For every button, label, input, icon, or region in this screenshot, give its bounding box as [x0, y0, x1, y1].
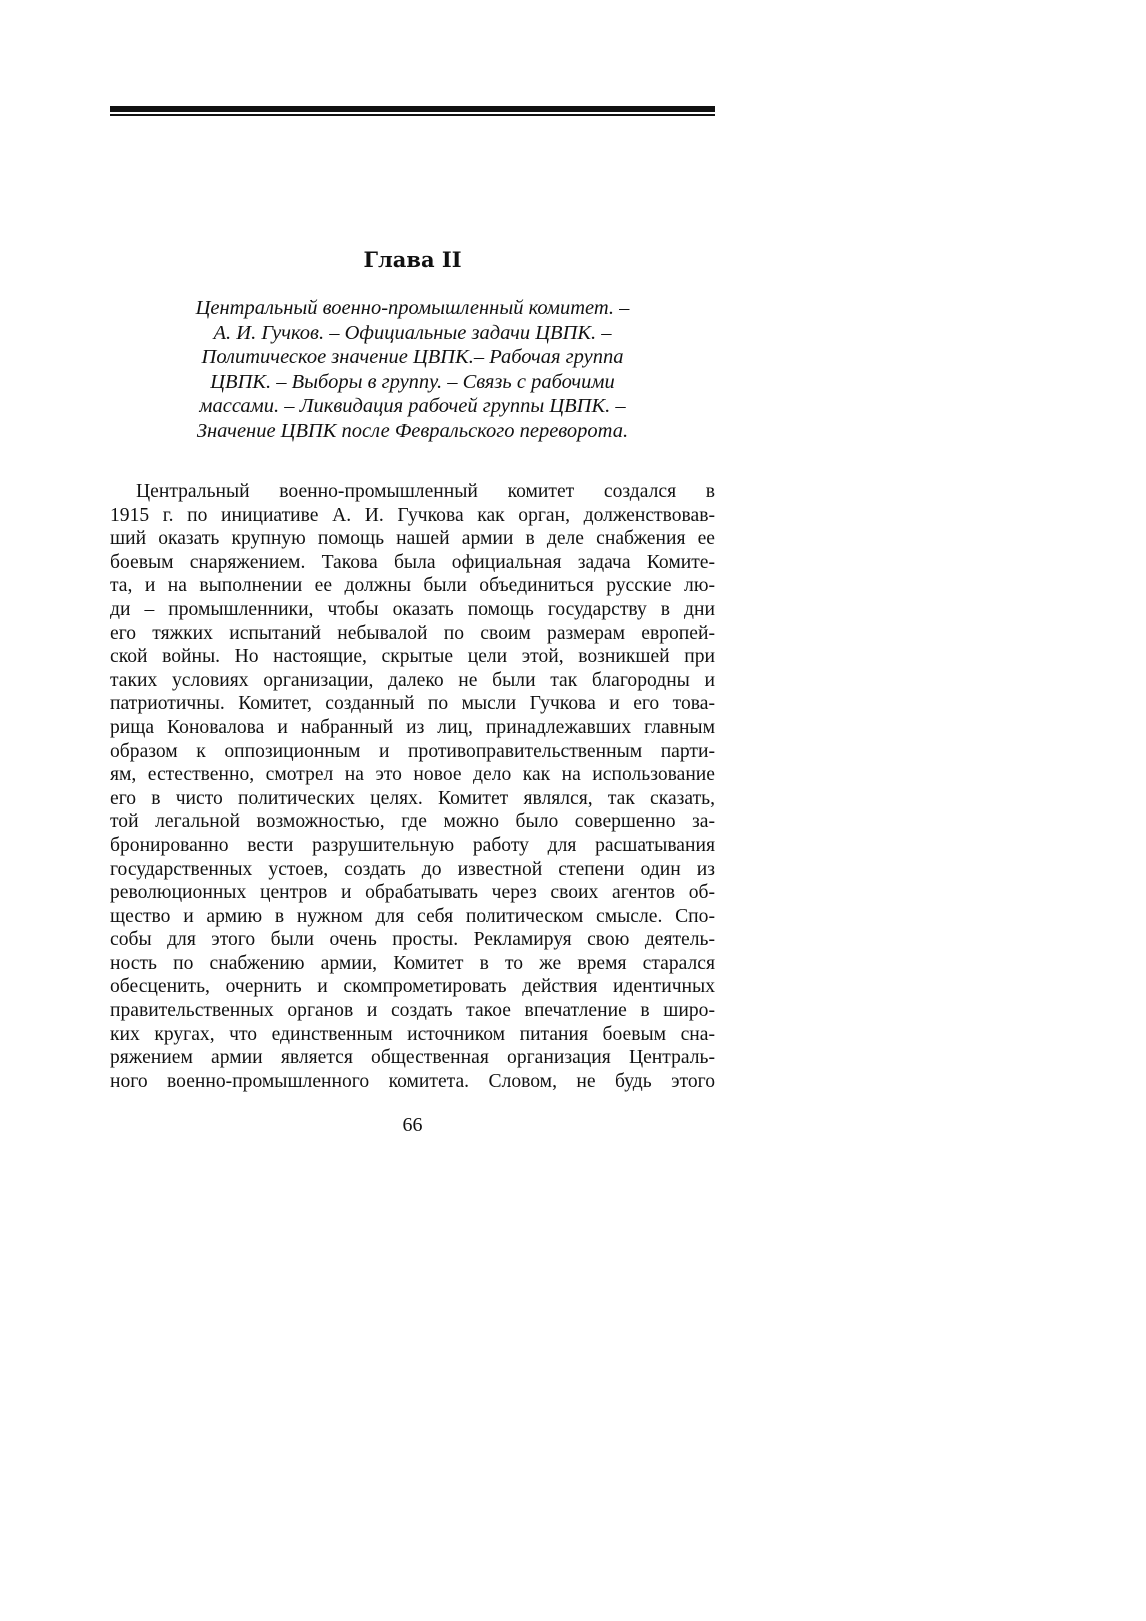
body-line: ного военно-промышленного комитета. Словом, не будь этого — [110, 1070, 715, 1092]
body-line: рища Коновалова и набранный из лиц, принадлежавших главным — [110, 716, 715, 738]
header-rule-thin — [110, 114, 715, 116]
body-line: образом к оппозиционным и противоправительственным парти- — [110, 740, 715, 762]
body-line: его тяжких испытаний небывалой по своим размерам европей- — [110, 622, 715, 644]
synopsis-line: Политическое значение ЦВПК.– Рабочая группа — [201, 346, 624, 368]
body-line: революционных центров и обрабатывать через своих агентов об- — [110, 882, 715, 904]
body-line: государственных устоев, создать до известной степени один из — [110, 858, 715, 880]
body-line: ям, естественно, смотрел на это новое дело как на использование — [110, 764, 715, 786]
synopsis-line: массами. – Ликвидация рабочей группы ЦВПК. – — [199, 395, 626, 417]
body-line: его в чисто политических целях. Комитет являлся, так сказать, — [110, 787, 715, 809]
body-line: ность по снабжению армии, Комитет в то же время старался — [110, 952, 715, 974]
body-line: Центральный военно-промышленный комитет создался в — [136, 481, 715, 502]
body-line: та, и на выполнении ее должны были объединиться русские лю- — [110, 575, 715, 597]
synopsis-line: А. И. Гучков. – Официальные задачи ЦВПК. – — [213, 321, 612, 344]
body-line: обесценить, очернить и скомпрометировать действия идентичных — [110, 976, 715, 998]
body-line: патриотичны. Комитет, созданный по мысли Гучкова и его това- — [110, 693, 715, 715]
body-line: ший оказать крупную помощь нашей армии в деле снабжения ее — [110, 528, 715, 550]
body-line: ди – промышленники, чтобы оказать помощь государству в дни — [110, 598, 715, 620]
chapter-title: Глава II — [363, 247, 462, 272]
body-line: собы для этого были очень просты. Рекламируя свою деятель- — [110, 929, 715, 951]
synopsis-line: Центральный военно-промышленный комитет. – — [195, 297, 630, 319]
body-line: таких условиях организации, далеко не были так благородны и — [110, 669, 715, 691]
body-line: ких кругах, что единственным источником питания боевым сна- — [110, 1023, 715, 1045]
body-line: правительственных органов и создать такое впечатление в широ- — [110, 1000, 715, 1022]
synopsis-line: Значение ЦВПК после Февральского переворота. — [196, 419, 629, 442]
body-line: ряжением армии является общественная организация Централь- — [110, 1047, 715, 1069]
body-line: ской войны. Но настоящие, скрытые цели этой, возникшей при — [110, 646, 715, 668]
body-line: 1915 г. по инициативе А. И. Гучкова как орган, долженствовав- — [110, 504, 715, 526]
synopsis-line: ЦВПК. – Выборы в группу. – Связь с рабочими — [210, 370, 615, 393]
body-line: боевым снаряжением. Такова была официальная задача Комите- — [110, 551, 715, 573]
chapter-synopsis — [110, 296, 715, 443]
body-paragraph — [110, 480, 715, 1093]
page-number: 66 — [402, 1114, 423, 1136]
body-line: бронированно вести разрушительную работу для расшатывания — [110, 834, 715, 856]
body-line: той легальной возможностью, где можно было совершенно за- — [110, 811, 715, 833]
header-rule-thick — [110, 106, 715, 112]
body-line: щество и армию в нужном для себя политическом смысле. Спо- — [110, 905, 715, 927]
